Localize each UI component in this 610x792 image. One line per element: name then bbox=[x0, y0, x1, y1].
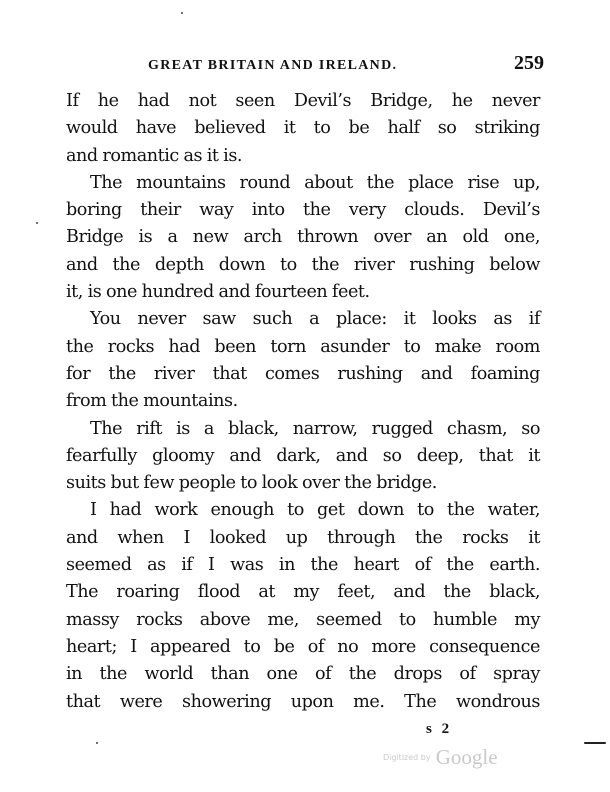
scan-speck bbox=[584, 742, 606, 744]
digitized-watermark bbox=[383, 745, 498, 770]
text-line: would have believed it to be half so striking bbox=[66, 118, 540, 139]
text-line: fearfully gloomy and dark, and so deep, that it bbox=[66, 445, 540, 466]
text-line: and when I looked up through the rocks it bbox=[66, 527, 540, 548]
scan-speck bbox=[181, 12, 183, 14]
text-line: boring their way into the very clouds. Devil’s bbox=[66, 200, 540, 221]
running-head: GREAT BRITAIN AND IRELAND. bbox=[148, 58, 398, 73]
text-line: seemed as if I was in the heart of the earth. bbox=[66, 555, 540, 576]
text-line: it, is one hundred and fourteen feet. bbox=[66, 282, 370, 303]
scan-speck bbox=[96, 742, 98, 744]
text-line: heart; I appeared to be of no more consequence bbox=[66, 636, 540, 657]
signature-mark: s 2 bbox=[426, 721, 453, 737]
text-line: The mountains round about the place rise up, bbox=[90, 172, 540, 193]
watermark-brand: Google bbox=[435, 745, 498, 769]
text-line: The roaring flood at my feet, and the black, bbox=[66, 582, 540, 603]
text-line: in the world than one of the drops of spray bbox=[66, 664, 540, 685]
body-text bbox=[66, 88, 540, 716]
text-line: from the mountains. bbox=[66, 391, 238, 412]
text-line: and romantic as it is. bbox=[66, 145, 243, 166]
text-line: massy rocks above me, seemed to humble my bbox=[66, 609, 540, 630]
text-line: I had work enough to get down to the water, bbox=[90, 500, 540, 521]
text-line: for the river that comes rushing and foaming bbox=[66, 363, 540, 384]
scan-speck bbox=[36, 222, 38, 224]
text-line: If he had not seen Devil’s Bridge, he never bbox=[66, 91, 540, 111]
page-header bbox=[66, 52, 546, 82]
text-line: You never saw such a place: it looks as if bbox=[90, 309, 540, 330]
watermark-prefix: Digitized by bbox=[383, 753, 431, 762]
page-number: 259 bbox=[514, 52, 544, 74]
text-line: the rocks had been torn asunder to make room bbox=[66, 336, 540, 357]
text-line: Bridge is a new arch thrown over an old one, bbox=[66, 227, 540, 248]
text-line: that were showering upon me. The wondrous bbox=[66, 691, 540, 712]
text-line: and the depth down to the river rushing below bbox=[66, 254, 540, 275]
text-line: The rift is a black, narrow, rugged chasm, so bbox=[90, 418, 540, 439]
text-line: suits but few people to look over the bridge. bbox=[66, 473, 437, 494]
